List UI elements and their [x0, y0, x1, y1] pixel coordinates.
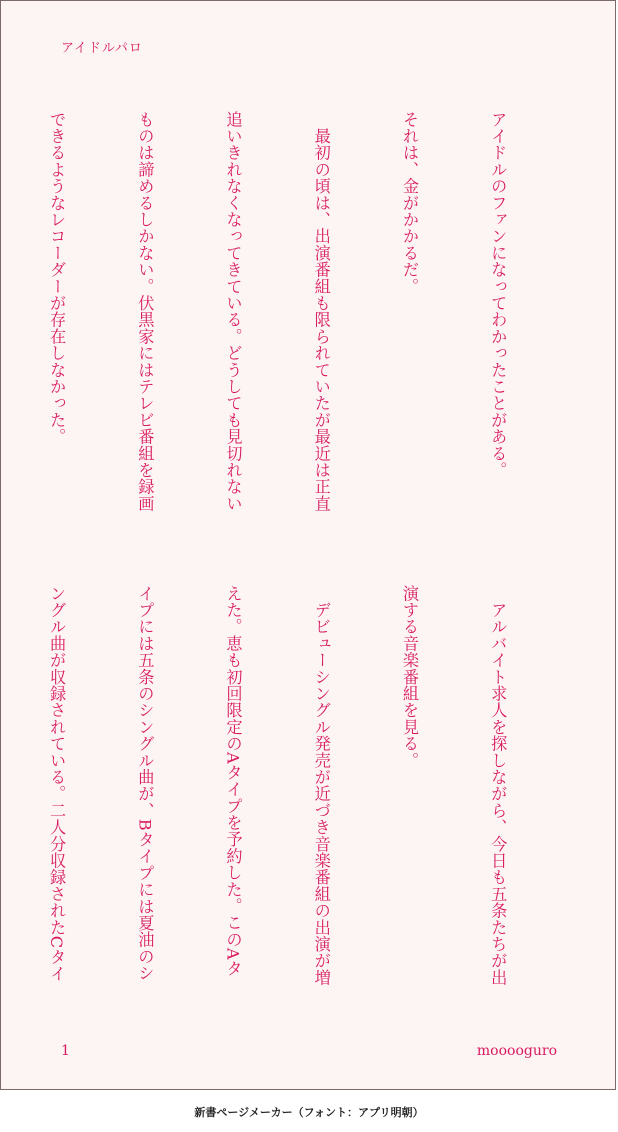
text-column: 演する音楽番組を見る。 — [399, 585, 419, 769]
text-column: できるようなレコーダーが存在しなかった。 — [47, 111, 67, 445]
text-column: ングル曲が収録されている。二人分収録されたCタイ — [47, 585, 67, 982]
text-column: ものは諦めるしかない。伏黒家にはテレビ番組を録画 — [135, 111, 155, 512]
text-column: アルバイト求人を探しながら、今日も五条たちが出 — [488, 585, 508, 986]
text-block-bottom — [0, 585, 571, 1010]
text-column: イプには五条のシングル曲が、Bタイプには夏油のシ — [135, 585, 155, 982]
text-column: それは、金がかかるだ。 — [399, 111, 419, 295]
page-number: 1 — [61, 1043, 70, 1059]
text-column: デビューシングル発売が近づき音楽番組の出演が増 — [311, 585, 331, 986]
text-column: 追いきれなくなってきている。どうしても見切れない — [223, 111, 243, 512]
text-block-top — [0, 111, 571, 541]
author-name: mooooguro — [476, 1043, 557, 1059]
text-column: 最初の頃は、出演番組も限られていたが最近は正直 — [311, 111, 331, 512]
text-column: アイドルのファンになってわかったことがある。 — [488, 111, 508, 479]
generator-caption: 新書ページメーカー（フォント：アプリ明朝） — [194, 1106, 424, 1119]
text-column: えた。恵も初回限定のAタイプを予約した。このAタ — [223, 585, 243, 977]
running-header-title: アイドルパロ — [61, 41, 143, 56]
